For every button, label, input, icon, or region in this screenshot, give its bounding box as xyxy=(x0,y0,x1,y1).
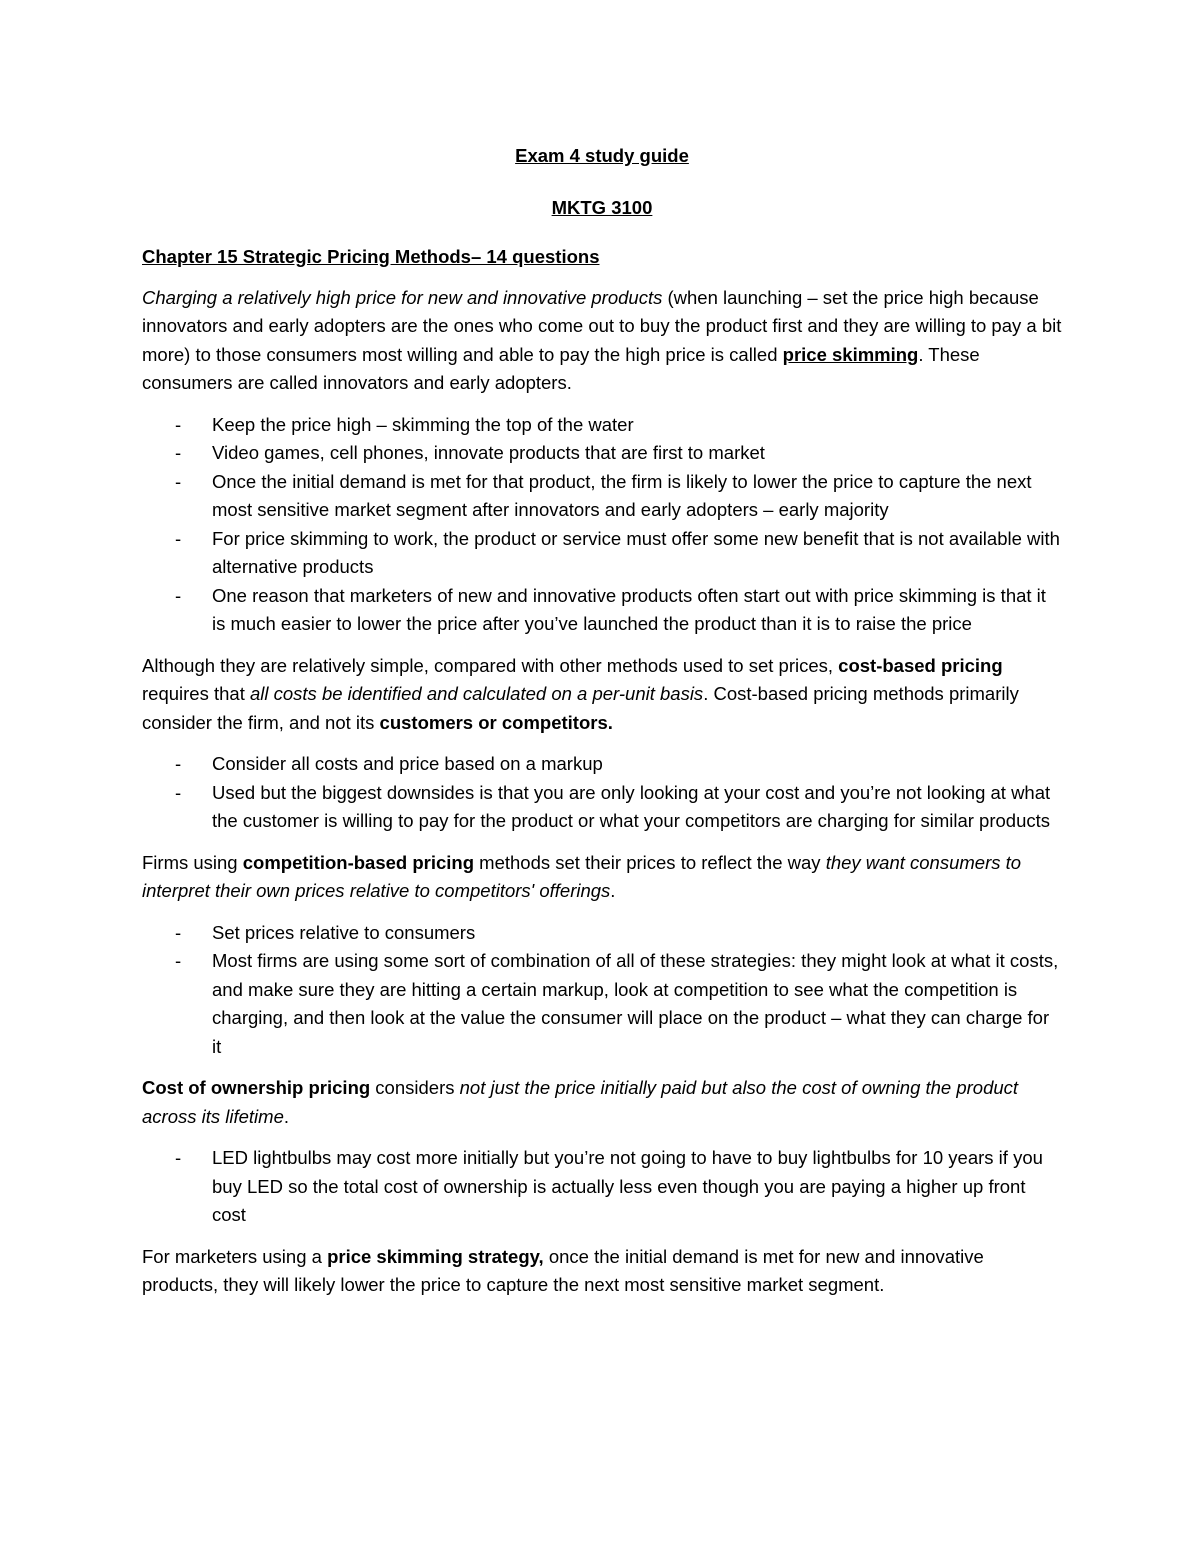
paragraph-text: . These consumers are called innovators and early adopters. xyxy=(142,343,980,393)
paragraph-italic-text: they want consumers to interpret their own prices relative to competitors' offerings xyxy=(142,851,1022,901)
cost-based-pricing-bullets xyxy=(142,750,1062,836)
paragraph-text: . xyxy=(283,1105,290,1127)
bullet-text: Video games, cell phones, innovate products that are first to market xyxy=(212,442,765,463)
paragraph-text: . Cost-based pricing methods primarily consider the firm, and not its xyxy=(142,683,1019,733)
bullet-text: Consider all costs and price based on a markup xyxy=(212,753,603,774)
bullet-text: Most firms are using some sort of combination of all of these strategies: they might look at what it costs, and make sure they are hitting a certain markup, look at competition to see what the competition is charging, and then look at the value the consumer will place on the product – what they can charge for it xyxy=(212,950,1059,1057)
paragraph-text: Although they are relatively simple, compared with other methods used to set prices, xyxy=(142,654,839,676)
cost-of-ownership-paragraph xyxy=(142,1074,1062,1131)
dash-bullet: - xyxy=(175,753,182,774)
dash-bullet: - xyxy=(175,1147,182,1168)
paragraph-text: once the initial demand is met for new and innovative products, they will likely lower the price to capture the next most sensitive market segment. xyxy=(142,1245,984,1295)
paragraph-bold-text: customers or competitors. xyxy=(379,711,613,733)
price-skimming-paragraph xyxy=(142,284,1062,398)
key-term: competition-based pricing xyxy=(242,851,475,873)
course-code: MKTG 3100 xyxy=(551,196,653,218)
dash-bullet: - xyxy=(175,950,182,971)
paragraph-italic-text: all costs be identified and calculated on a per-unit basis xyxy=(249,683,704,704)
price-skimming-strategy-paragraph xyxy=(142,1243,1062,1300)
bullet-item xyxy=(142,582,1062,639)
paragraph-text: considers xyxy=(370,1077,460,1098)
dash-bullet: - xyxy=(175,442,182,463)
bullet-item xyxy=(142,439,1062,468)
key-term: price skimming xyxy=(782,343,919,365)
paragraph-italic-text: not just the price initially paid but also the cost of owning the product across its lifetime xyxy=(142,1077,1019,1127)
bullet-item xyxy=(142,411,1062,440)
key-term: Cost of ownership pricing xyxy=(142,1077,371,1098)
dash-bullet: - xyxy=(175,584,182,606)
paragraph-text: methods set their prices to reflect the way xyxy=(474,851,826,873)
bullet-text: Keep the price high – skimming the top of the water xyxy=(212,413,634,435)
bullet-text: One reason that marketers of new and innovative products often start out with price skimming is that it is much easier to lower the price after you’ve launched the product than it is to raise the price xyxy=(212,584,1046,634)
bullet-item xyxy=(142,919,1062,948)
dash-bullet: - xyxy=(175,470,182,492)
cost-of-ownership-bullets xyxy=(142,1144,1062,1230)
bullet-text: Used but the biggest downsides is that you are only looking at your cost and you’re not looking at what the customer is willing to pay for the product or what your competitors are charging for similar products xyxy=(212,781,1051,831)
key-term: cost-based pricing xyxy=(838,654,1003,676)
dash-bullet: - xyxy=(175,413,182,435)
bullet-item xyxy=(142,468,1062,525)
paragraph-text: . xyxy=(610,880,616,901)
dash-bullet: - xyxy=(175,781,182,803)
price-skimming-bullets xyxy=(142,411,1062,639)
bullet-text: Set prices relative to consumers xyxy=(212,921,476,943)
bullet-item xyxy=(142,779,1062,836)
key-term: price skimming strategy, xyxy=(327,1245,544,1267)
paragraph-text: (when launching – set the price high because innovators and early adopters are the ones who come out to buy the product first and they are willing to pay a bit more) to those consumers most willing and able to pay the high price is called xyxy=(142,286,1062,365)
bullet-item xyxy=(142,1144,1062,1230)
dash-bullet: - xyxy=(175,921,182,943)
competition-based-pricing-bullets xyxy=(142,919,1062,1062)
paragraph-text: Firms using xyxy=(142,851,243,873)
bullet-text: LED lightbulbs may cost more initially but you’re not going to have to buy lightbulbs for 10 years if you buy LED so the total cost of ownership is actually less even though you are paying a higher up front cost xyxy=(212,1147,1043,1225)
paragraph-text: For marketers using a xyxy=(142,1245,328,1267)
dash-bullet: - xyxy=(175,527,182,549)
chapter-heading: Chapter 15 Strategic Pricing Methods– 14 questions xyxy=(142,246,600,267)
cost-based-pricing-paragraph xyxy=(142,652,1062,738)
bullet-text: For price skimming to work, the product or service must offer some new benefit that is not available with alternative products xyxy=(212,527,1060,577)
paragraph-text: requires that xyxy=(142,683,250,704)
paragraph-italic-text: Charging a relatively high price for new and innovative products xyxy=(142,286,663,308)
bullet-text: Once the initial demand is met for that product, the firm is likely to lower the price to capture the next most sensitive market segment after innovators and early adopters – early majority xyxy=(212,470,1032,520)
document-body xyxy=(142,142,1062,1313)
competition-based-pricing-paragraph xyxy=(142,849,1062,906)
bullet-item xyxy=(142,750,1062,779)
bullet-item xyxy=(142,947,1062,1061)
document-title: Exam 4 study guide xyxy=(515,145,689,166)
bullet-item xyxy=(142,525,1062,582)
